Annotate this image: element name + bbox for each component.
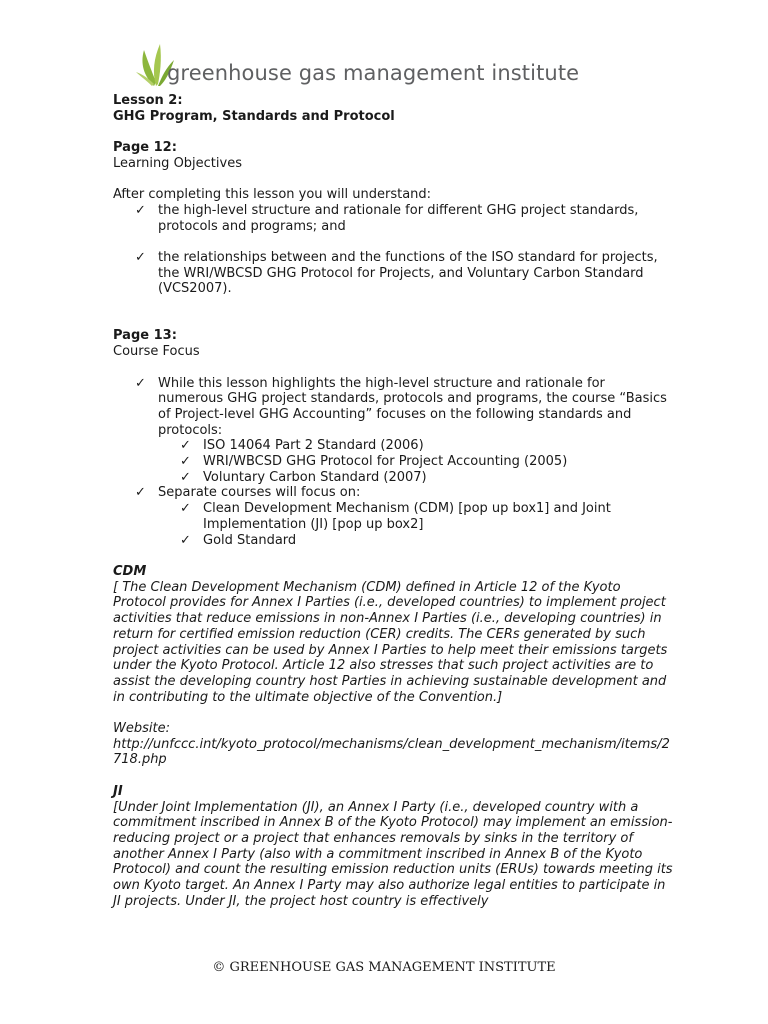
page13-label: Page 13: bbox=[113, 328, 177, 344]
standard-item: ✓ Voluntary Carbon Standard (2007) bbox=[113, 470, 673, 486]
lesson-title: GHG Program, Standards and Protocol bbox=[113, 108, 395, 124]
page12-intro: After completing this lesson you will understand: bbox=[113, 187, 432, 203]
page12-heading: Learning Objectives bbox=[113, 155, 242, 171]
page13-heading: Course Focus bbox=[113, 344, 200, 360]
course-item: ✓ Gold Standard bbox=[113, 533, 673, 549]
cdm-website-label: Website: bbox=[113, 721, 170, 736]
lesson-number: Lesson 2: bbox=[113, 93, 183, 108]
focus-item: ✓ Separate courses will focus on: bbox=[113, 485, 673, 501]
cdm-website-link[interactable]: http://unfccc.int/kyoto_protocol/mechanisms/clean_development_mechanism/items/2718.php bbox=[113, 736, 670, 768]
objective-item: ✓ the high-level structure and rationale for different GHG project standards, protocols and programs; and bbox=[113, 203, 673, 234]
focus-item: ✓ While this lesson highlights the high-level structure and rationale for numerous GHG project standards, protocols and programs, the course “Basics of Project-level GHG Accounting” focuses on the following standards and protocols: bbox=[113, 376, 673, 439]
course-item: ✓ Clean Development Mechanism (CDM) [pop up box1] and Joint Implementation (JI) [pop up box2] bbox=[113, 501, 673, 532]
document-body bbox=[113, 93, 673, 909]
page12-label: Page 12: bbox=[113, 140, 177, 156]
standard-item: ✓ ISO 14064 Part 2 Standard (2006) bbox=[113, 438, 673, 454]
footer-copyright: © GREENHOUSE GAS MANAGEMENT INSTITUTE bbox=[212, 960, 556, 975]
objective-item: ✓ the relationships between and the functions of the ISO standard for projects, the WRI/WBCSD GHG Protocol for Projects, and Voluntary Carbon Standard (VCS2007). bbox=[113, 250, 673, 297]
cdm-text: [ The Clean Development Mechanism (CDM) defined in Article 12 of the Kyoto Protocol provides for Annex I Parties (i.e., developed countries) to implement project activities that reduce emissions in non-Annex I Parties (i.e., developing countries) in return for certified emission reduction (CER) credits. The CERs generated by such project activities can be used by Annex I Parties to help meet their emissions targets under the Kyoto Protocol. Article 12 also stresses that such project activities are to assist the developing country host Parties in achieving sustainable development and in contributing to the ultimate objective of the Convention.] bbox=[113, 579, 668, 705]
logo bbox=[136, 42, 636, 92]
standard-item: ✓ WRI/WBCSD GHG Protocol for Project Accounting (2005) bbox=[113, 454, 673, 470]
ji-text: [Under Joint Implementation (JI), an Annex I Party (i.e., developed country with a commitment inscribed in Annex B of the Kyoto Protocol) may implement an emission-reducing project or a project that enhances removals by sinks in the territory of another Annex I Party (also with a commitment inscribed in Annex B of the Kyoto Protocol) and count the resulting emission reduction units (ERUs) towards meeting its own Kyoto target. An Annex I Party may also authorize legal entities to participate in JI projects. Under JI, the project host country is effectively bbox=[113, 799, 673, 909]
cdm-heading: CDM bbox=[113, 563, 147, 579]
logo-text: greenhouse gas management institute bbox=[167, 61, 580, 85]
ji-heading: JI bbox=[113, 783, 123, 799]
